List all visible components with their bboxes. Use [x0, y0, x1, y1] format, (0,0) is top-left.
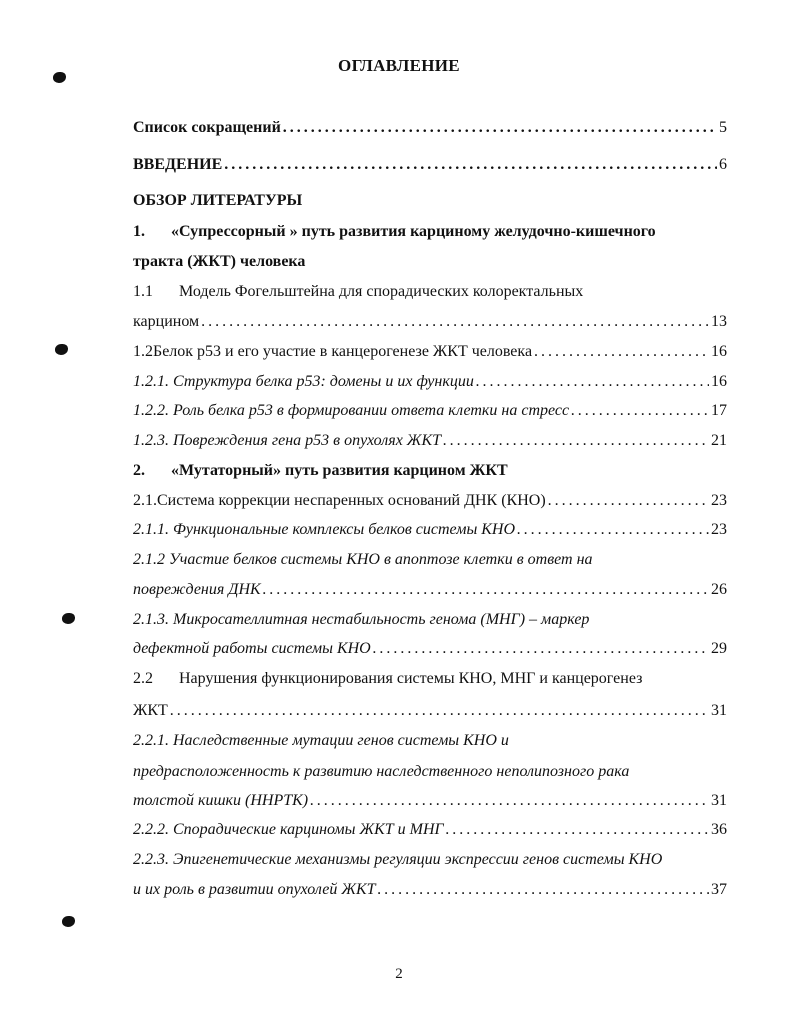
toc-entry-text: тракта (ЖКТ) человека: [133, 253, 306, 270]
toc-leader: [476, 370, 709, 394]
toc-entry-continuation: [133, 310, 727, 334]
toc-entry-continuation: [133, 637, 727, 661]
toc-leader: [517, 518, 709, 542]
toc-entry-text: 2.2.1. Наследственные мутации генов системы КНО и: [133, 732, 509, 749]
toc-entry-text: и их роль в развитии опухолей ЖКТ: [133, 881, 376, 898]
toc-leader: [224, 153, 717, 177]
toc-page-number: 29: [711, 640, 727, 657]
toc-leader: [283, 116, 717, 140]
toc-entry: [133, 548, 727, 572]
toc-leader: [373, 637, 709, 661]
toc-leader: [310, 789, 709, 813]
toc-entry-number: 2.1.: [133, 492, 157, 509]
ink-blot: [62, 916, 75, 927]
toc-entry-text: 2.2.3. Эпигенетические механизмы регуляции экспрессии генов системы КНО: [133, 851, 663, 868]
toc-entry-text: дефектной работы системы КНО: [133, 640, 371, 657]
toc-entry-text: ЖКТ: [133, 702, 168, 719]
toc-entry: [133, 280, 727, 304]
toc-entry-number: 2.: [133, 462, 145, 479]
toc-leader: [548, 489, 709, 513]
toc-entry-continuation: [133, 789, 727, 813]
toc-page-number: 13: [711, 313, 727, 330]
toc-page-number: 23: [711, 492, 727, 509]
toc-entry-text: Нарушения функционирования системы КНО, МНГ и канцерогенез: [179, 670, 643, 687]
toc-page-number: 21: [711, 432, 727, 449]
toc-entry-text: 2.2.2. Спорадические карциномы ЖКТ и МНГ: [133, 821, 444, 838]
toc-entry-number: 2.2: [133, 670, 153, 687]
toc-leader: [534, 340, 709, 364]
toc-page-number: 36: [711, 821, 727, 838]
toc-page-number: 5: [719, 119, 727, 136]
toc-entry-continuation: [133, 578, 727, 602]
toc-entry-continuation: [133, 878, 727, 902]
page-title: ОГЛАВЛЕНИЕ: [338, 56, 460, 75]
toc-leader: [263, 578, 709, 602]
toc-entry-text: толстой кишки (ННРТК): [133, 792, 309, 809]
toc-entry-number: 1.1: [133, 283, 153, 300]
toc-entry-number: 1.: [133, 223, 145, 240]
toc-entry-text: ОБЗОР ЛИТЕРАТУРЫ: [133, 192, 303, 209]
toc-entry-continuation: [133, 760, 727, 784]
toc-page-number: 17: [711, 402, 727, 419]
toc-leader: [170, 699, 709, 723]
toc-entry-text: ВВЕДЕНИЕ: [133, 156, 223, 173]
toc-entry: [133, 399, 727, 423]
toc-entry: [133, 818, 727, 842]
toc-entry-text: Список сокращений: [133, 119, 281, 136]
toc-page-number: 16: [711, 343, 727, 360]
toc-entry-text: предрасположенность к развитию наследственного неполипозного рака: [133, 763, 630, 780]
toc-entry-continuation: [133, 699, 727, 723]
toc-leader: [201, 310, 709, 334]
toc-entry-text: Система коррекции неспаренных оснований ДНК (КНО): [157, 492, 546, 509]
ink-blot: [53, 72, 66, 83]
toc-entry: [133, 848, 727, 872]
toc-entry-text: Модель Фогельштейна для спорадических колоректальных: [179, 283, 584, 300]
toc-entry: [133, 489, 727, 513]
toc-entry: [133, 667, 727, 691]
toc-page-number: 37: [711, 881, 727, 898]
page-number: 2: [395, 966, 403, 982]
toc-entry-continuation: [133, 250, 727, 274]
toc-page-number: 26: [711, 581, 727, 598]
toc-entry-text: повреждения ДНК: [133, 581, 261, 598]
toc-leader: [443, 429, 709, 453]
toc-entry: [133, 429, 727, 453]
toc-page-number: 31: [711, 702, 727, 719]
toc-entry-text: 1.2.3. Повреждения гена р53 в опухолях ЖКТ: [133, 432, 441, 449]
toc-page-number: 16: [711, 373, 727, 390]
toc-leader: [571, 399, 709, 423]
toc-page-number: 31: [711, 792, 727, 809]
toc-page-number: 23: [711, 521, 727, 538]
toc-entry: [133, 729, 727, 753]
toc-leader: [446, 818, 709, 842]
toc-page-number: 6: [719, 156, 727, 173]
toc-entry-text: Белок р53 и его участие в канцерогенезе ЖКТ человека: [153, 343, 533, 360]
toc-entry: [133, 518, 727, 542]
toc-entry-text: 2.1.1. Функциональные комплексы белков системы КНО: [133, 521, 516, 538]
toc-entry-text: «Супрессорный » путь развития карциному желудочно-кишечного: [171, 223, 656, 240]
toc-entry: [133, 153, 727, 177]
ink-blot: [55, 344, 68, 355]
toc-entry-number: 1.2: [133, 343, 153, 360]
toc-entry: [133, 220, 727, 244]
toc-entry-text: 2.1.3. Микросателлитная нестабильность генома (МНГ) – маркер: [133, 611, 590, 628]
toc-entry: [133, 340, 727, 364]
toc-leader: [378, 878, 710, 902]
toc-section-heading: [133, 189, 727, 213]
toc-entry-text: карцином: [133, 313, 200, 330]
ink-blot: [62, 613, 75, 624]
toc-entry: [133, 116, 727, 140]
toc-entry-text: 1.2.2. Роль белка р53 в формировании ответа клетки на стресс: [133, 402, 570, 419]
toc-entry-text: «Мутаторный» путь развития карцином ЖКТ: [171, 462, 508, 479]
toc-entry: [133, 370, 727, 394]
toc-entry-text: 2.1.2 Участие белков системы КНО в апоптозе клетки в ответ на: [133, 551, 593, 568]
toc-entry: [133, 608, 727, 632]
toc-entry-text: 1.2.1. Структура белка р53: домены и их функции: [133, 373, 474, 390]
toc-entry: [133, 459, 727, 483]
